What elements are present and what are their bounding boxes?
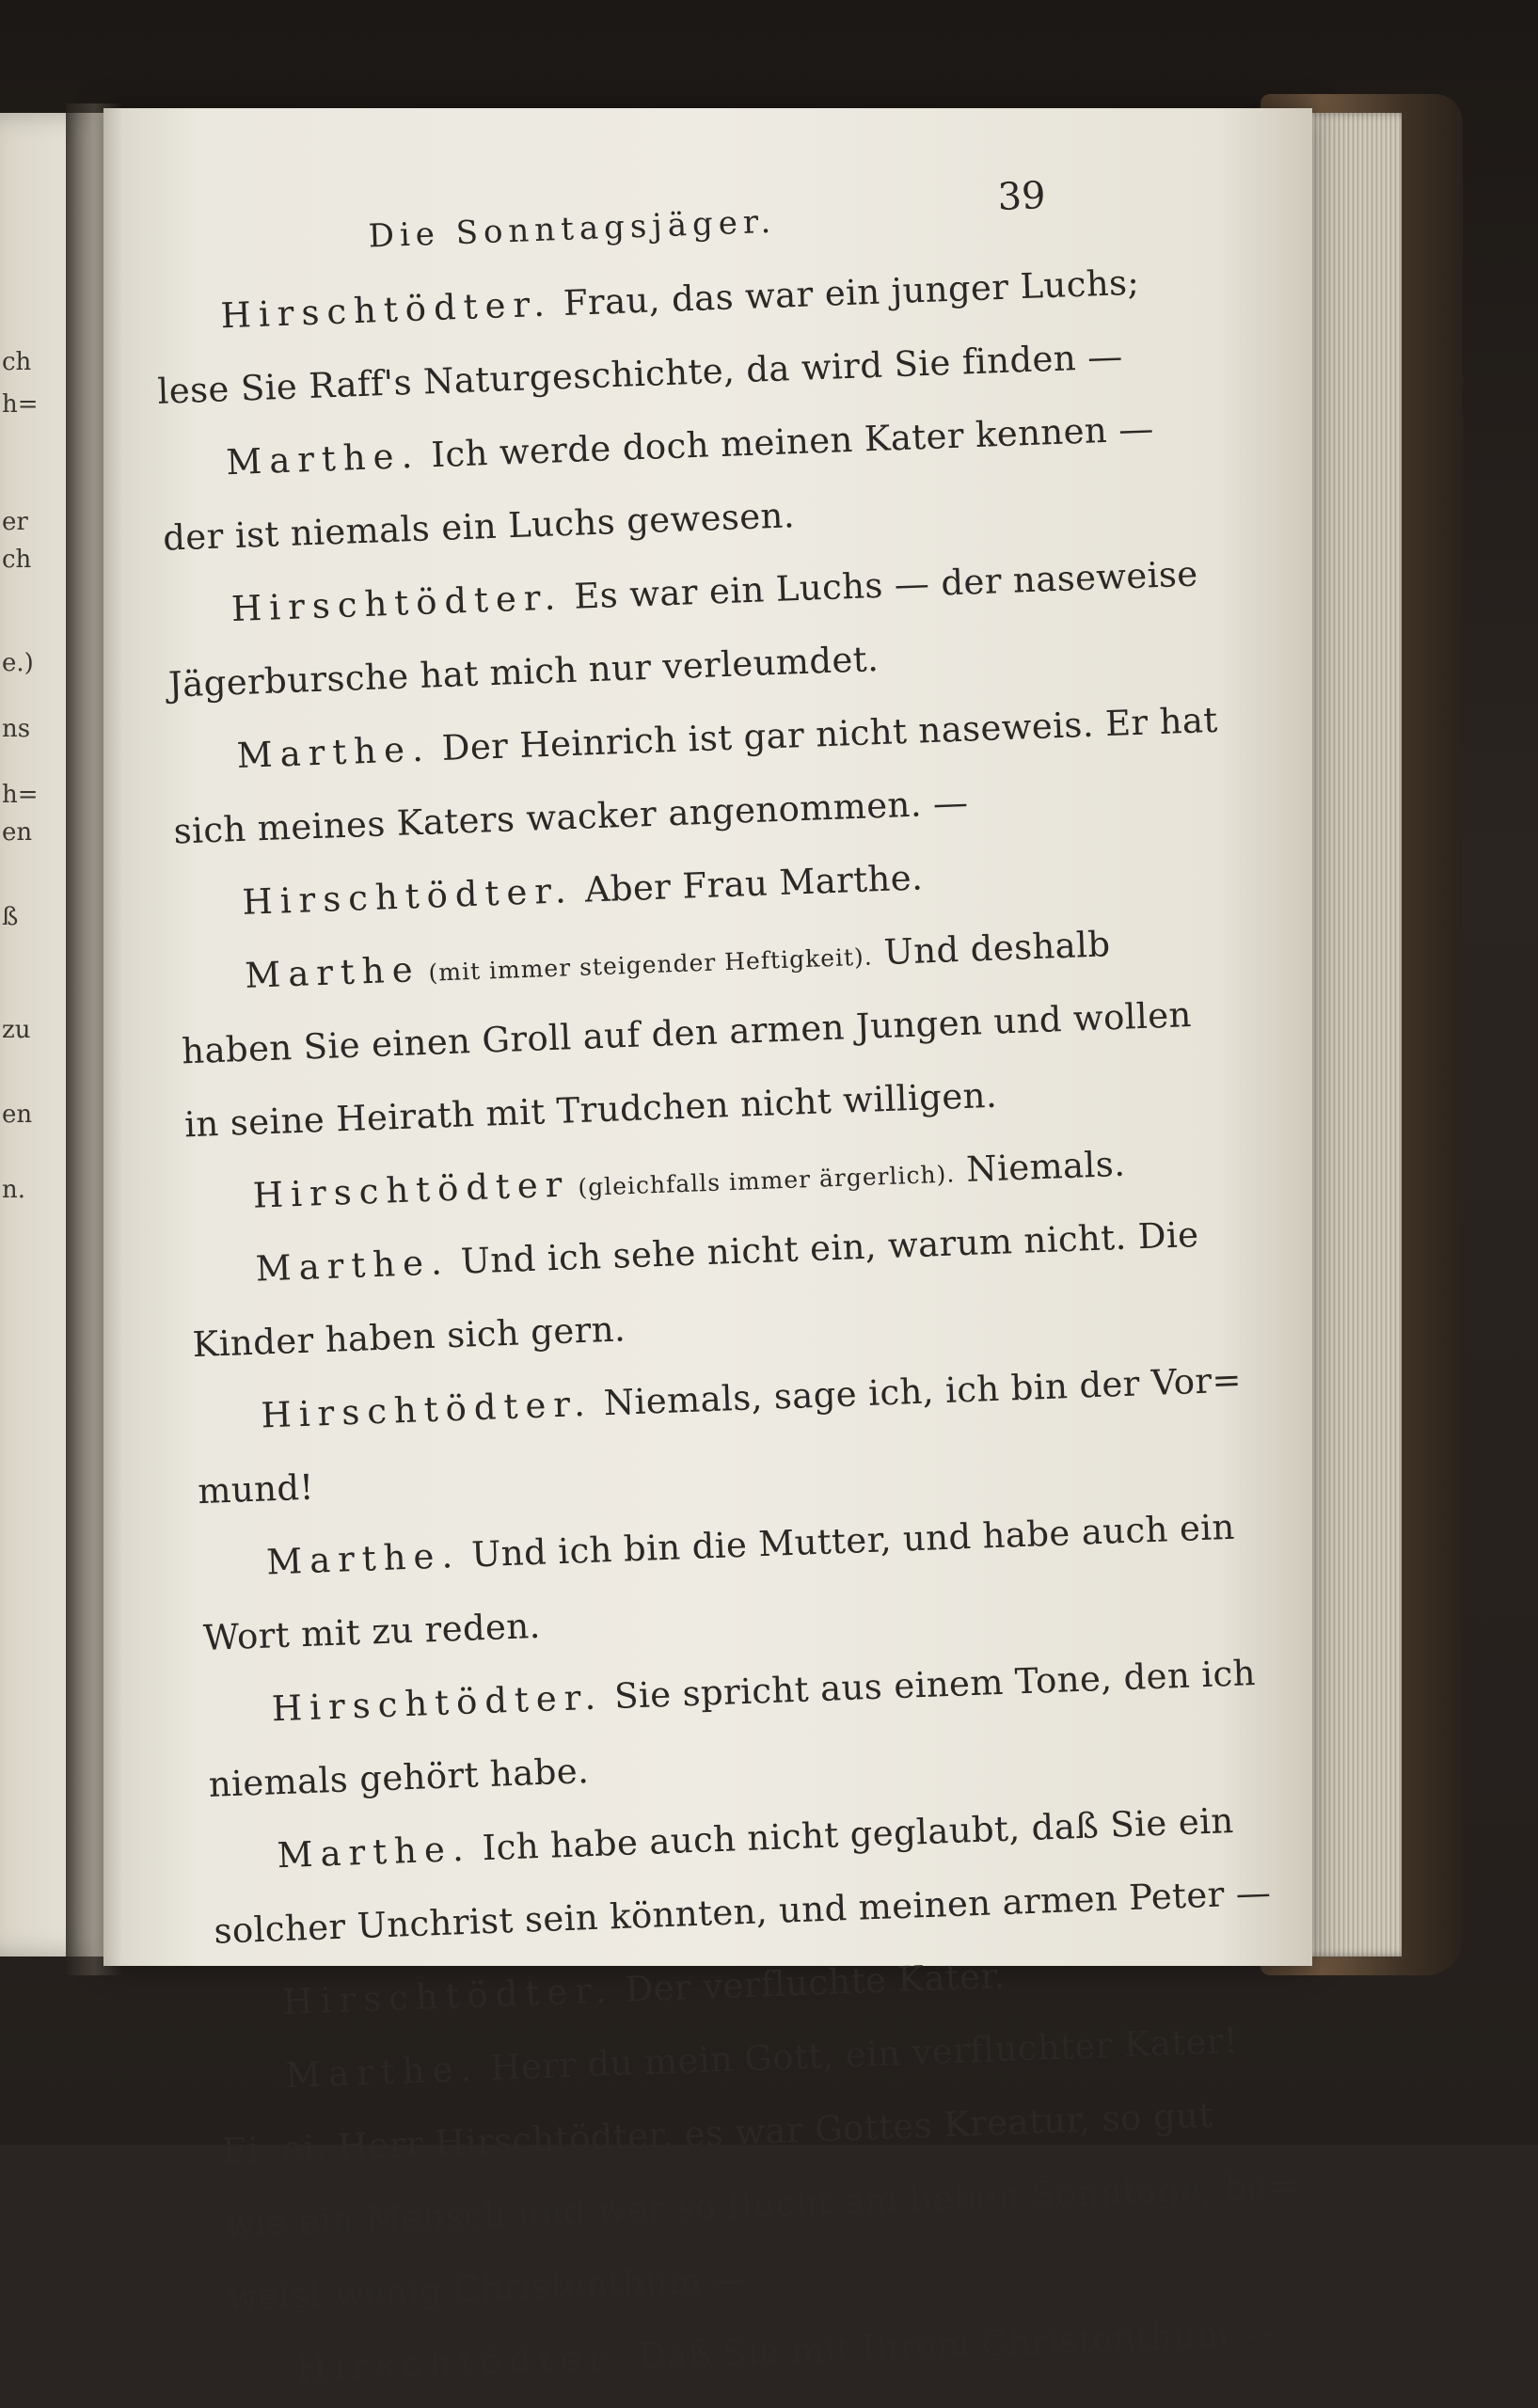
speaker-name: Hirschtödter. — [219, 283, 553, 337]
line-text: Jägerbursche hat mich nur verleumdet. — [167, 638, 880, 705]
line-text: wie ein Mensch und wer so flucht am lieben Sonntage, be= — [224, 2164, 1299, 2245]
speaker-name: Hirschtödter. — [294, 2336, 628, 2389]
line-text: Der verfluchte Kater. — [612, 1955, 1007, 2011]
line-text: niemals gehört habe. — [208, 1751, 590, 1805]
line-text: weist wenig Christenthum — — [227, 2258, 750, 2319]
speaker-name: Hirschtödter. — [271, 1676, 604, 1730]
line-text: Aber Frau Marthe. — [572, 857, 924, 911]
line-text: Herr du mein Gott, ein verfluchter Kater! — [478, 2020, 1239, 2089]
left-page-fragment: h= — [2, 781, 39, 809]
line-text: Der Heinrich ist gar nicht naseweis. Er hat — [429, 699, 1219, 769]
speaker-name: Marthe. — [284, 2048, 480, 2097]
speaker-name: Marthe — [244, 949, 421, 996]
speaker-name: Marthe. — [276, 1828, 472, 1877]
left-page-fragment: e.) — [2, 649, 34, 677]
left-page-fragment: ß — [2, 903, 19, 931]
speaker-name: Marthe. — [255, 1242, 451, 1290]
line-text: Frau, das war ein junger Luchs; — [550, 261, 1140, 325]
speaker-name: Hirschtödter. — [230, 577, 563, 630]
speaker-name: Marthe. — [265, 1534, 461, 1583]
left-page-fragment: ch — [2, 348, 32, 376]
page-edges — [1298, 113, 1402, 1956]
stage-direction: (gleichfalls immer ärgerlich). — [568, 1160, 956, 1202]
line-text: Und ich sehe nicht ein, warum nicht. Die — [448, 1213, 1200, 1283]
line-text: Ich werde doch meinen Kater kennen — — [419, 408, 1155, 476]
line-text: Daß Sie mit Ihrem Christenthum — — [626, 2312, 1277, 2377]
line-text: Und deshalb — [871, 924, 1112, 974]
speaker-name: Hirschtödter — [252, 1164, 571, 1216]
left-page-fragment: zu — [2, 1016, 31, 1044]
line-text: der ist niemals ein Luchs gewesen. — [162, 495, 796, 559]
left-page-fragment: ch — [2, 546, 32, 574]
left-page-fragment: en — [2, 818, 33, 847]
line-text: lese Sie Raff's Naturgeschichte, da wird Sie finden — — [156, 336, 1124, 412]
book-gutter — [66, 103, 122, 1975]
line-text: Es war ein Luchs — der naseweise — [562, 553, 1199, 618]
line-text: Und ich bin die Mutter, und habe auch ein — [459, 1506, 1236, 1576]
line-text: Niemals. — [954, 1143, 1126, 1191]
line-text: mund! — [197, 1466, 315, 1513]
left-page-fragment: h= — [2, 390, 39, 419]
left-page-fragment: ns — [2, 715, 31, 743]
line-text: in seine Heirath mit Trudchen nicht willigen. — [183, 1074, 998, 1146]
line-text: Ei, ei, Herr Hirschtödter, es war Gottes Kreatur, so gut — [221, 2094, 1214, 2172]
speaker-name: Hirschtödter. — [241, 870, 575, 923]
line-text: Niemals, sage ich, ich bin der Vor= — [591, 1359, 1243, 1424]
left-page-fragment: n. — [2, 1176, 26, 1204]
line-text: sich meines Katers wacker angenommen. — — [172, 782, 970, 852]
line-text: Kinder haben sich gern. — [191, 1308, 626, 1366]
speaker-name: Marthe. — [225, 435, 421, 483]
line-text: Sie spricht aus einem Tone, den ich — [602, 1653, 1257, 1718]
speaker-name: Marthe. — [236, 728, 432, 777]
text-lines — [153, 247, 1299, 2408]
line-text: Wort mit zu reden. — [202, 1605, 542, 1658]
running-title: Die Sonntagsjäger. — [367, 202, 777, 256]
stage-direction: (mit immer steigender Heftigkeit). — [420, 943, 874, 988]
line-text: haben Sie einen Groll auf den armen Jungen und wollen — [181, 994, 1193, 1072]
left-page-fragment: er — [2, 508, 28, 536]
page-text — [151, 163, 1299, 2408]
left-page-fragment: en — [2, 1101, 33, 1129]
line-text: solcher Unchrist sein könnten, und meinen armen Peter — — [213, 1872, 1273, 1952]
speaker-name: Hirschtödter. — [281, 1970, 615, 2023]
speaker-name: Hirschtödter. — [260, 1383, 594, 1436]
line-text: Ich habe auch nicht geglaubt, daß Sie ein — [469, 1799, 1235, 1869]
page-number: 39 — [996, 174, 1047, 219]
